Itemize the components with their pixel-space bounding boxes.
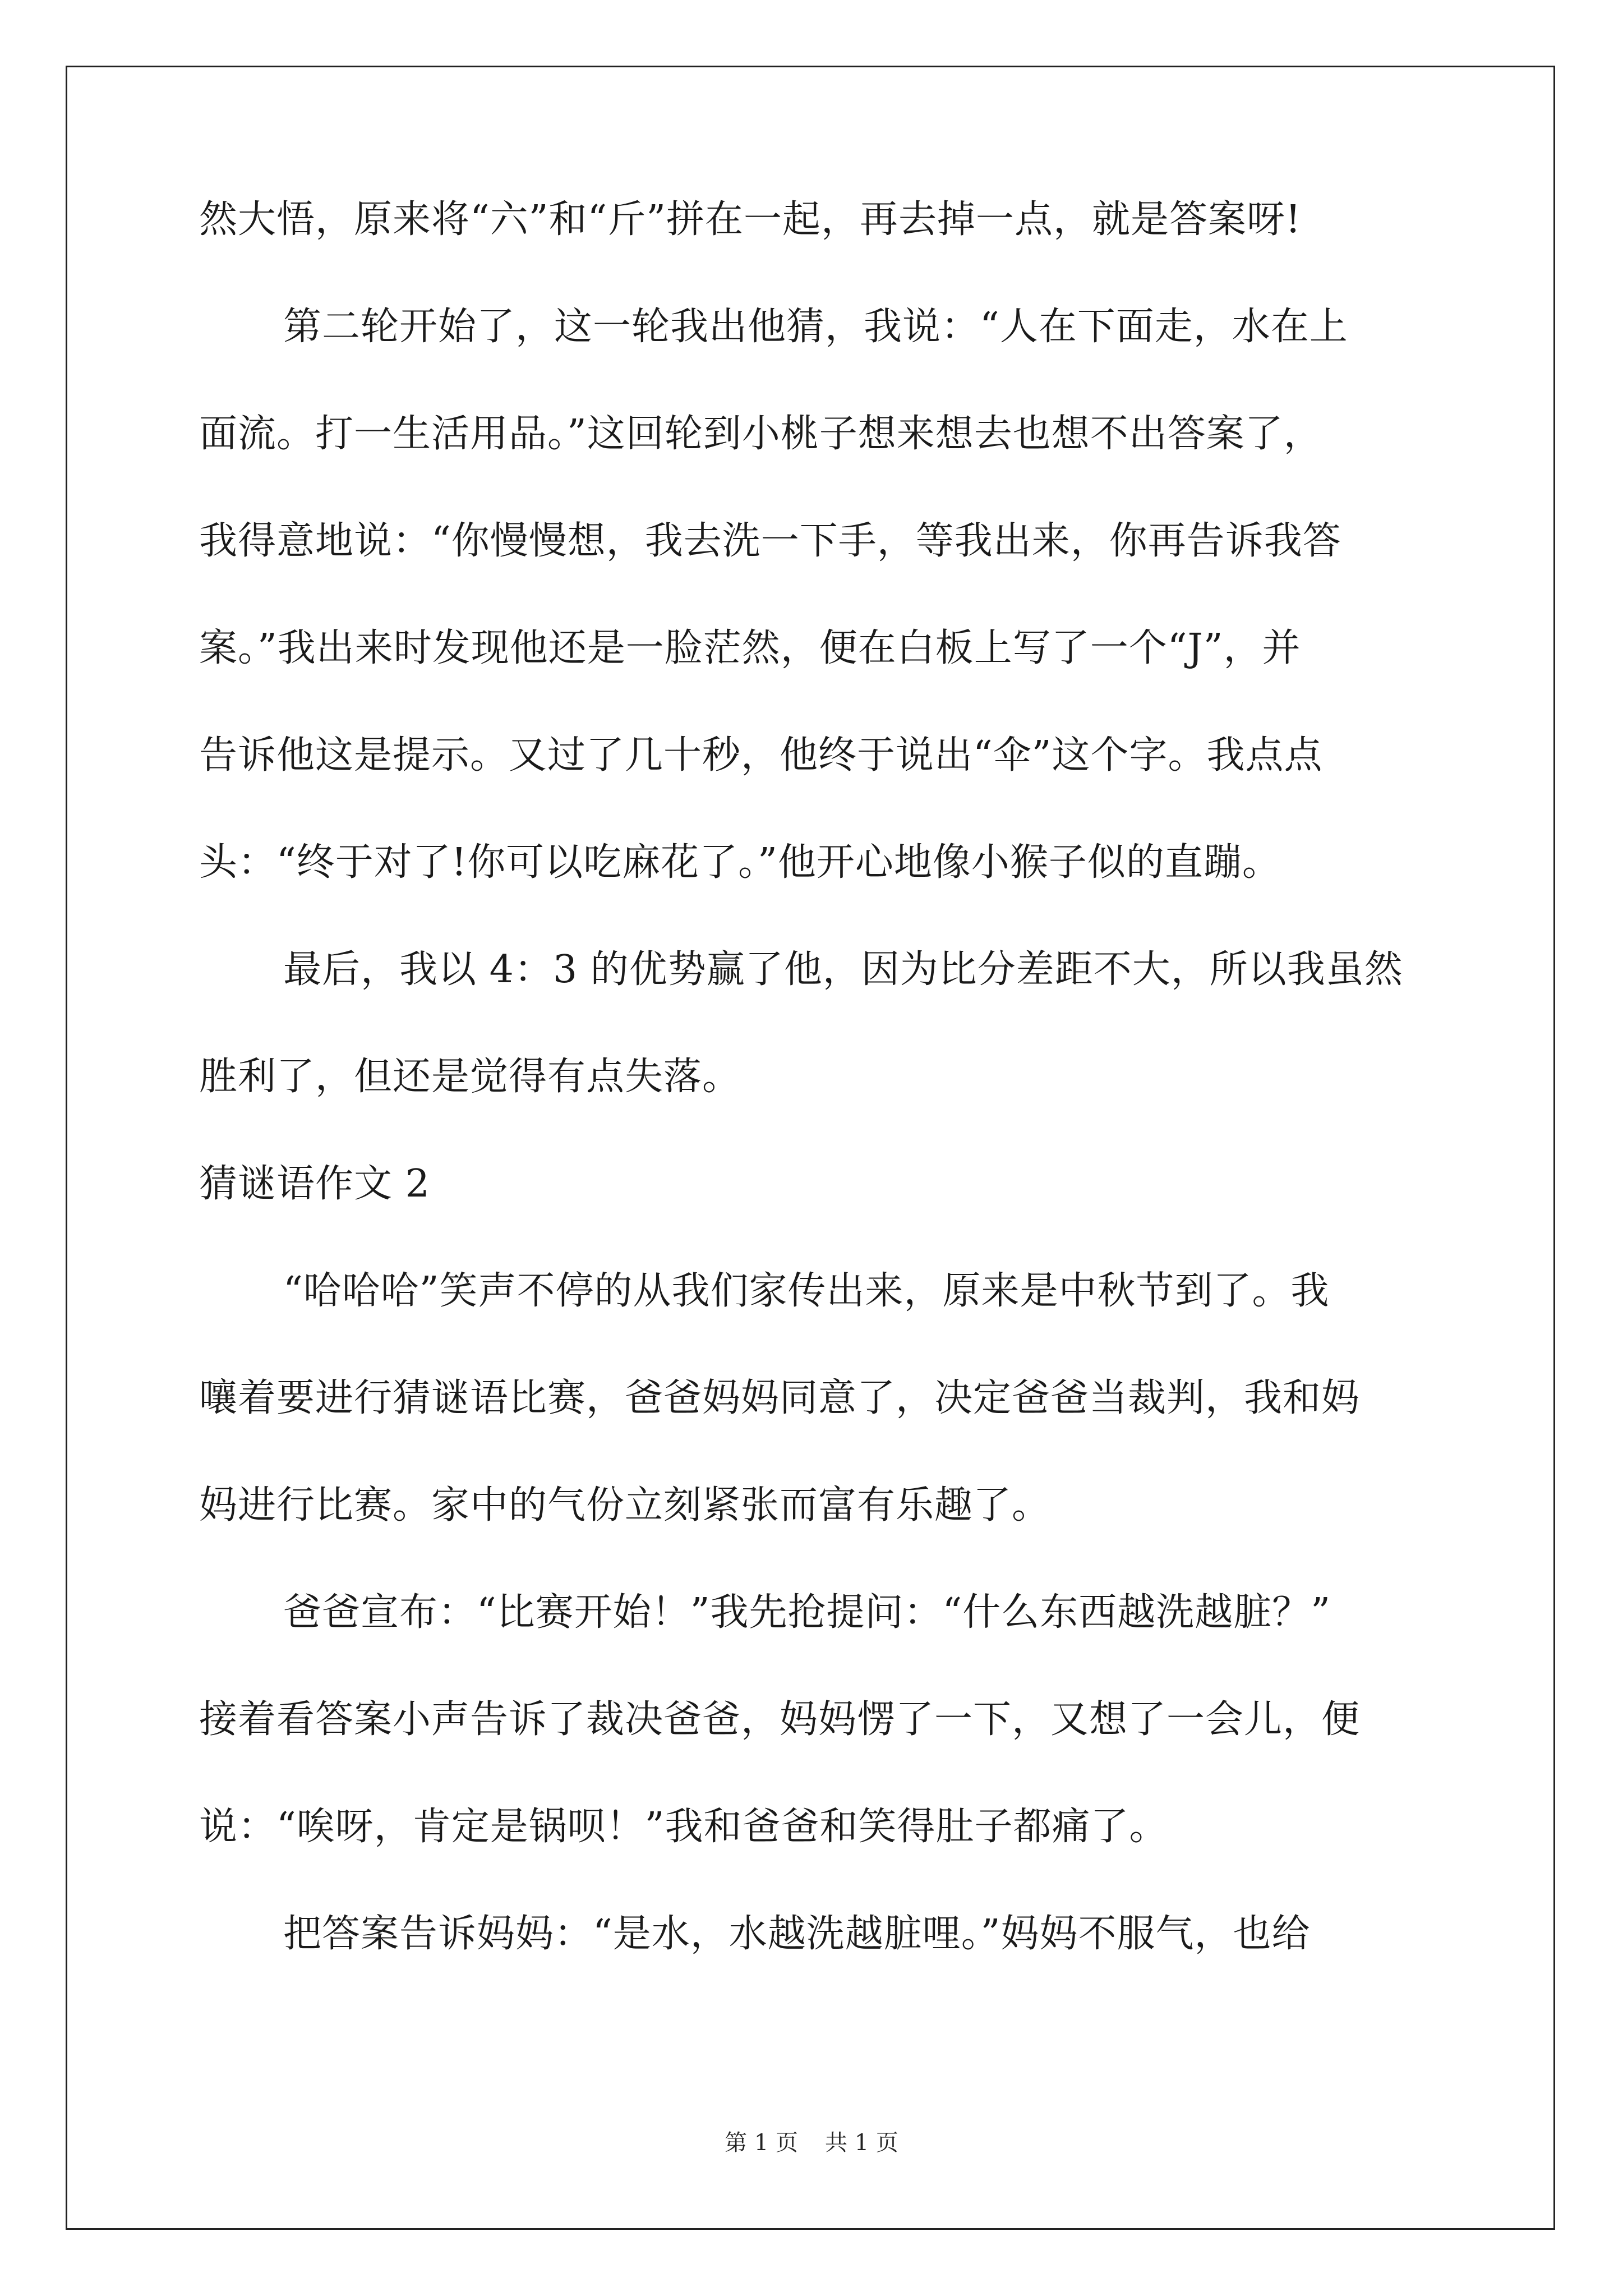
document-body (199, 192, 1427, 2013)
text-line: 面流。打一生活用品。”这回轮到小桃子想来想去也想不出答案了， (199, 412, 1322, 456)
text-line: 然大悟，原来将“六”和“斤”拼在一起，再去掉一点，就是答案呀! (199, 197, 1302, 242)
section-heading: 猜谜语作文 2 (199, 1162, 430, 1206)
text-line: 说：“唉呀，肯定是锅呗！”我和爸爸和笑得肚子都痛了。 (199, 1805, 1168, 1849)
text-line: “哈哈哈”笑声不停的从我们家传出来，原来是中秋节到了。我 (283, 1269, 1330, 1313)
text-line: 第二轮开始了，这一轮我出他猜，我说：“人在下面走，水在上 (283, 305, 1348, 349)
text-line: 最后，我以 4：3 的优势赢了他，因为比分差距不大，所以我虽然 (283, 947, 1403, 992)
text-line: 案。”我出来时发现他还是一脸茫然，便在白板上写了一个“J”，并 (199, 626, 1301, 670)
text-line: 我得意地说：“你慢慢想，我去洗一下手，等我出来，你再告诉我答 (199, 519, 1341, 563)
page-number: 第 1 页 (725, 2130, 798, 2156)
page-total: 共 1 页 (825, 2130, 898, 2156)
text-line: 告诉他这是提示。又过了几十秒，他终于说出“伞”这个字。我点点 (199, 733, 1323, 777)
text-line: 把答案告诉妈妈：“是水，水越洗越脏哩。”妈妈不服气，也给 (283, 1912, 1311, 1956)
text-line: 妈进行比赛。家中的气份立刻紧张而富有乐趣了。 (199, 1483, 1051, 1527)
page-footer (0, 2127, 1623, 2159)
text-line: 爸爸宣布：“比赛开始！”我先抢提问：“什么东西越洗越脏？” (283, 1590, 1331, 1635)
text-line: 嚷着要进行猜谜语比赛，爸爸妈妈同意了，决定爸爸当裁判，我和妈 (199, 1376, 1361, 1420)
text-line: 接着看答案小声告诉了裁决爸爸，妈妈愣了一下，又想了一会儿，便 (199, 1697, 1361, 1742)
text-line: 胜利了，但还是觉得有点失落。 (199, 1055, 741, 1099)
text-line: 头：“终于对了!你可以吃麻花了。”他开心地像小猴子似的直蹦。 (199, 840, 1281, 885)
